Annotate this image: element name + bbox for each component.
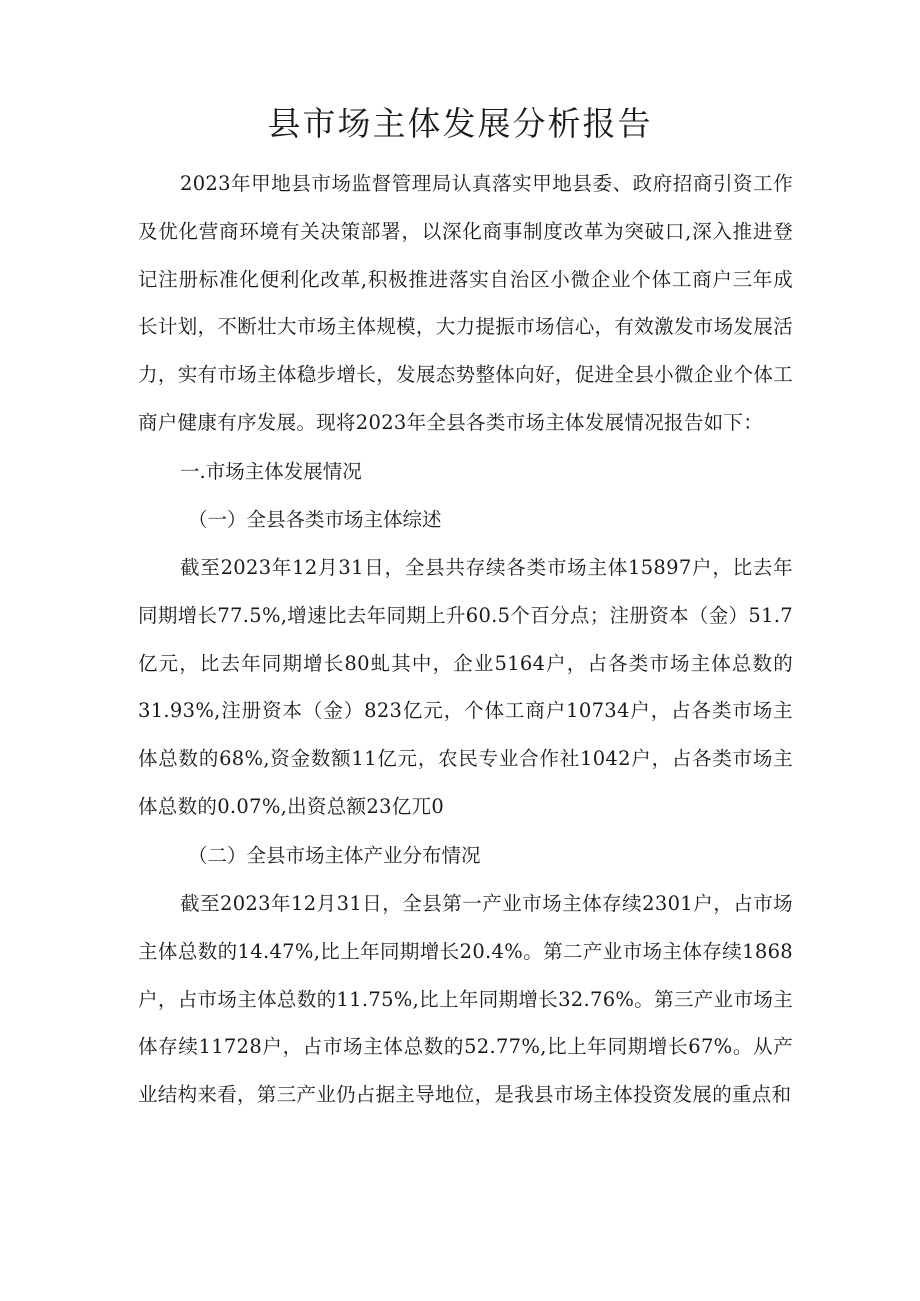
subsection-heading-overview: （一）全县各类市场主体综述 (188, 508, 442, 531)
subsection-heading-industry-distribution: （二）全县市场主体产业分布情况 (188, 844, 481, 867)
overview-paragraph: 截至2023年12月31日，全县共存续各类市场主体15897户，比去年同期增长77.5%,增速比去年同期上升60.5个百分点；注册资本（金）51.7亿元，比去年同期增长80虬其中，企业5164户，占各类市场主体总数的31.93%,注册资本（金）823亿元，个体工商户10734户，占各类市场主体总数的68%,资金数额11亿元，农民专业合作社1042户，占各类市场主体总数的0.07%,出资总额23亿兀0 (138, 556, 793, 818)
page-title: 县市场主体发展分析报告 (267, 104, 653, 143)
intro-paragraph: 2023年甲地县市场监督管理局认真落实甲地县委、政府招商引资工作及优化营商环境有关决策部署，以深化商事制度改革为突破口,深入推进登记注册标准化便利化改革,积极推进落实自治区小微企业个体工商户三年成长计划，不断壮大市场主体规模，大力提振市场信心，有效激发市场发展活力，实有市场主体稳步增长，发展态势整体向好，促进全县小微企业个体工商户健康有序发展。现将2023年全县各类市场主体发展情况报告如下： (138, 172, 793, 434)
section-heading-market-development: 一.市场主体发展情况 (180, 460, 362, 483)
industry-distribution-paragraph: 截至2023年12月31日，全县第一产业市场主体存续2301户，占市场主体总数的14.47%,比上年同期增长20.4%。第二产业市场主体存续1868户，占市场主体总数的11.75%,比上年同期增长32.76%。第三产业市场主体存续11728户，占市场主体总数的52.77%,比上年同期增长67%。从产业结构来看，第三产业仍占据主导地位，是我县市场主体投资发展的重点和 (138, 892, 793, 1107)
